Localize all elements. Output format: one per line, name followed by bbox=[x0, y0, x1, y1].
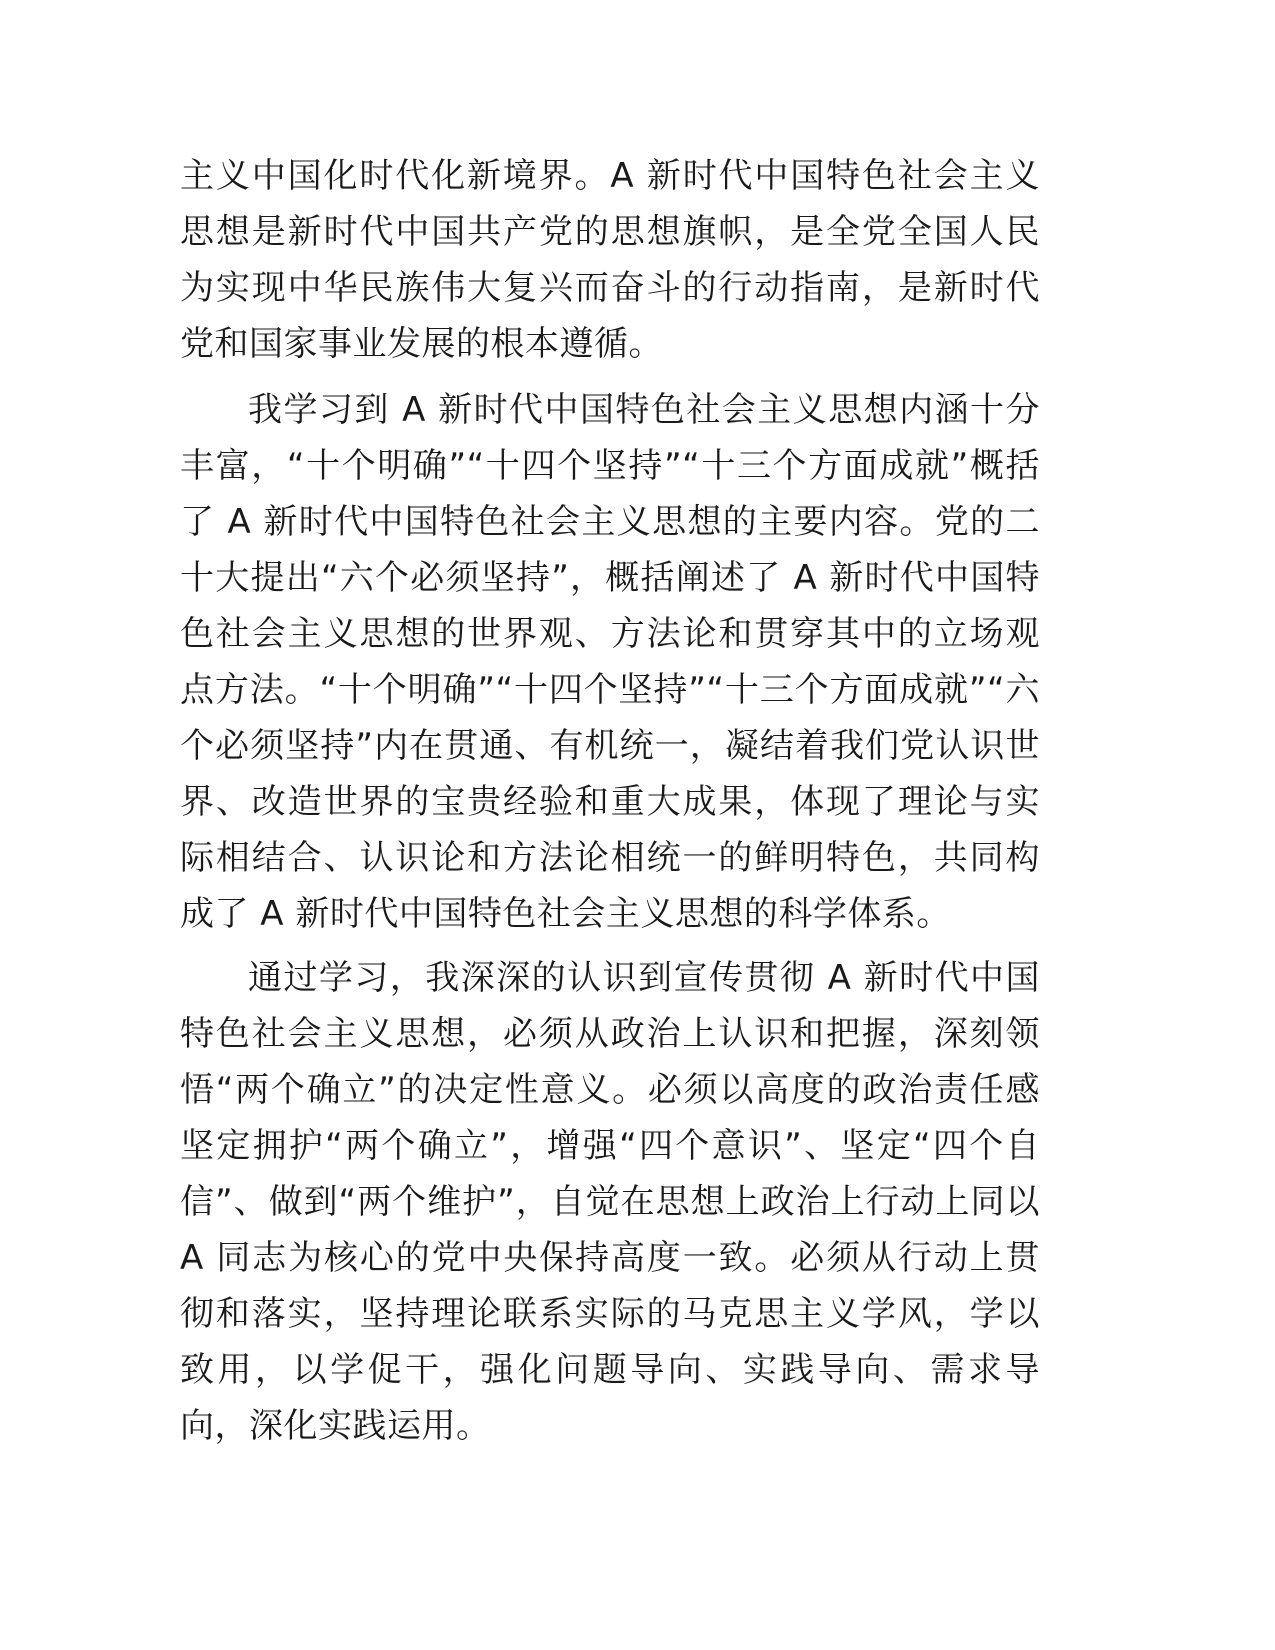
paragraph-1: 主义中国化时代化新境界。A 新时代中国特色社会主义思想是新时代中国共产党的思想旗帜，是全党全国人民为实现中华民族伟大复兴而奋斗的行动指南，是新时代党和国家事业发展的根本遵循。 bbox=[180, 156, 1040, 364]
paragraph-2: 我学习到 A 新时代中国特色社会主义思想内涵十分丰富，“十个明确”“十四个坚持”“十三个方面成就”概括了 A 新时代中国特色社会主义思想的主要内容。党的二十大提出“六个必须坚持”，概括阐述了 A 新时代中国特色社会主义思想的世界观、方法论和贯穿其中的立场观点方法。“十个明确”“十四个坚持”“十三个方面成就”“六个必须坚持”内在贯通、有机统一，凝结着我们党认识世界、改造世界的宝贵经验和重大成果，体现了理论与实际相结合、认识论和方法论相统一的鲜明特色，共同构成了 A 新时代中国特色社会主义思想的科学体系。 bbox=[180, 390, 1040, 934]
document-body bbox=[180, 148, 1040, 1446]
paragraph-3: 通过学习，我深深的认识到宣传贯彻 A 新时代中国特色社会主义思想，必须从政治上认识和把握，深刻领悟“两个确立”的决定性意义。必须以高度的政治责任感坚定拥护“两个确立”，增强“四个意识”、坚定“四个自信”、做到“两个维护”，自觉在思想上政治上行动上同以 A 同志为核心的党中央保持高度一致。必须从行动上贯彻和落实，坚持理论联系实际的马克思主义学风，学以致用，以学促干，强化问题导向、实践导向、需求导向，深化实践运用。 bbox=[180, 958, 1040, 1446]
